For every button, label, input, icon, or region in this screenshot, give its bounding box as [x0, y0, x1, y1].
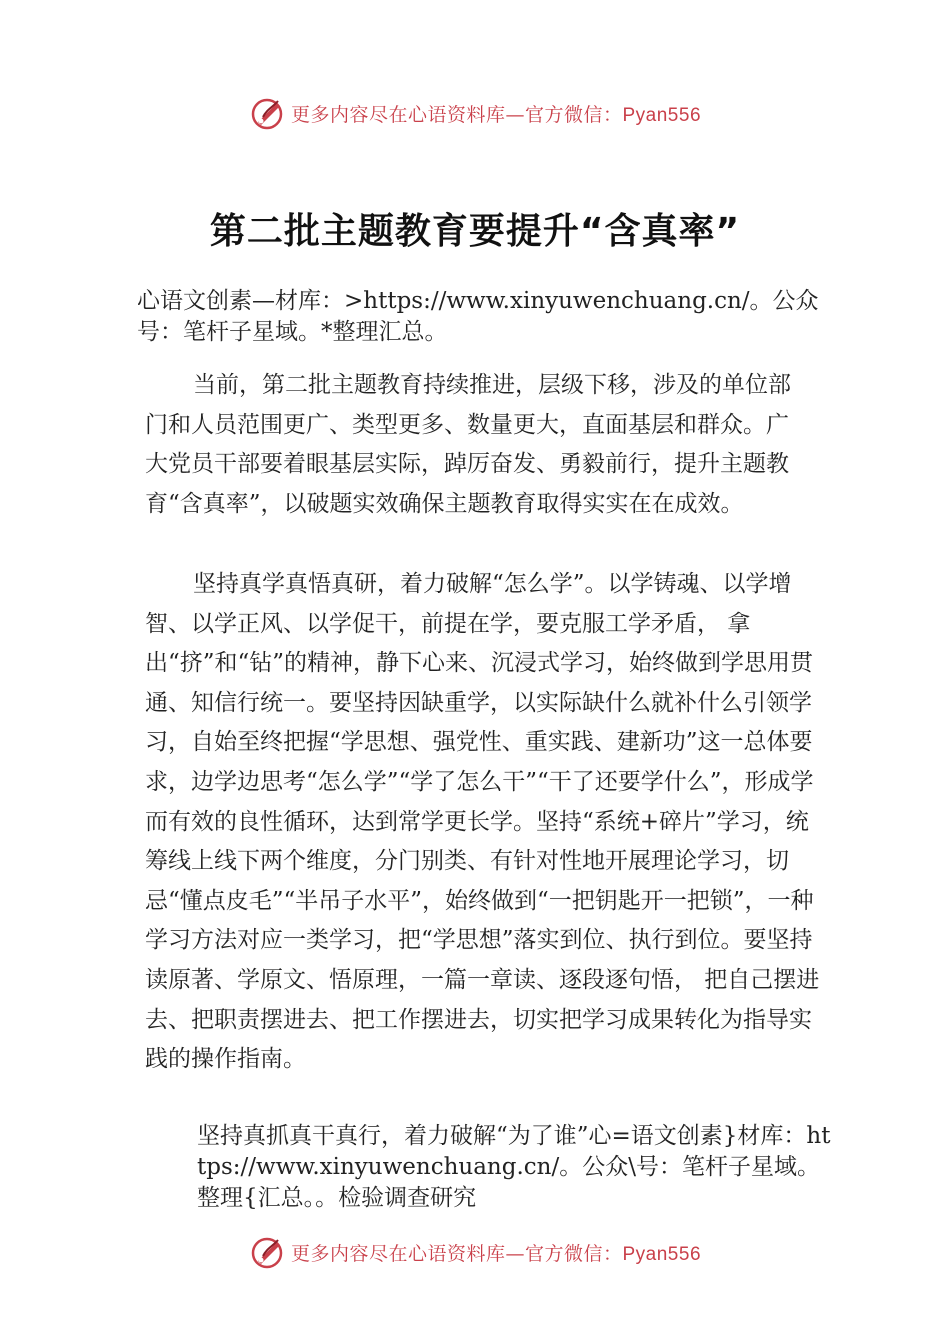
banner-text: [291, 1239, 701, 1266]
banner-wechat-id: Pyan556: [622, 1243, 702, 1265]
banner-brand: 更多内容尽在心语资料库: [290, 103, 506, 126]
source-line: 心语文创素—材库：>https://www.xinyuwenchuang.cn/。公众号：笔杆子星域。*整理汇总。: [137, 288, 819, 345]
banner-wechat-id: Pyan556: [622, 104, 702, 126]
paragraph-1: 当前，第二批主题教育持续推进，层级下移，涉及的单位部门和人员范围更广、类型更多、数量更大，直面基层和群众。广大党员干部要着眼基层实际，踔厉奋发、勇毅前行，提升主题教育“含真率”，以破题实效确保主题教育取得实实在在成效。: [145, 372, 791, 517]
banner-dash: —: [505, 103, 525, 126]
page-title: 第二批主题教育要提升“含真率”: [209, 211, 741, 252]
banner-wechat-label: 官方微信：: [524, 1242, 623, 1265]
pen-logo-icon: [249, 95, 285, 131]
banner-dash: —: [505, 1242, 525, 1265]
footer-banner: [0, 1232, 950, 1272]
header-banner: [0, 93, 950, 133]
paragraph-3: 坚持真抓真干真行，着力破解“为了谁”心=语文创素}材库：https://www.xinyuwenchuang.cn/。公众\号：笔杆子星域。整理{汇总。。检验调查研究: [197, 1123, 831, 1211]
banner-brand: 更多内容尽在心语资料库: [290, 1242, 506, 1265]
banner-wechat-label: 官方微信：: [524, 103, 623, 126]
pen-logo-icon: [249, 1234, 285, 1270]
paragraph-2: 坚持真学真悟真研，着力破解“怎么学”。以学铸魂、以学增智、以学正风、以学促干，前提在学，要克服工学矛盾， 拿出“挤”和“钻”的精神，静下心来、沉浸式学习，始终做到学思用贯通、知信行统一。要坚持因缺重学，以实际缺什么就补什么引领学习，自始至终把握“学思想、强党性、重实践、建新功”这一总体要求，边学边思考“怎么学”“学了怎么干”“干了还要学什么”，形成学而有效的良性循环，达到常学更长学。坚持“系统+碎片”学习，统筹线上线下两个维度，分门别类、有针对性地开展理论学习，切忌“懂点皮毛”“半吊子水平”，始终做到“一把钥匙开一把锁”，一种学习方法对应一类学习，把“学思想”落实到位、执行到位。要坚持读原著、学原文、悟原理，一篇一章读、逐段逐句悟， 把自己摆进去、把职责摆进去、把工作摆进去，切实把学习成果转化为指导实践的操作指南。: [145, 571, 820, 1073]
banner-text: [291, 100, 701, 127]
